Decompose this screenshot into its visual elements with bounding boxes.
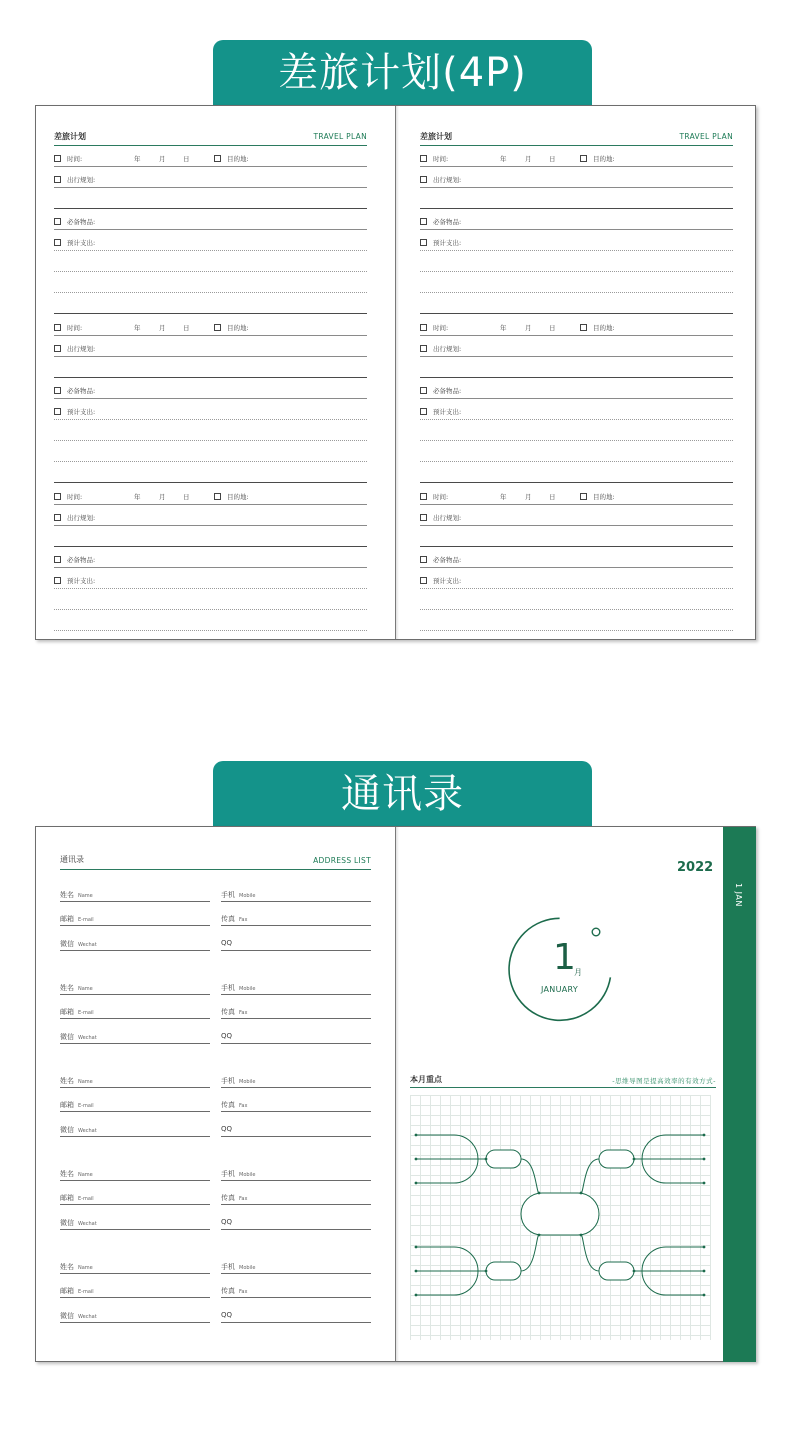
wechat-field-label-en: Wechat bbox=[78, 1035, 97, 1041]
itinerary-checkbox[interactable] bbox=[54, 345, 61, 352]
mobile-field[interactable] bbox=[221, 1262, 371, 1274]
mobile-field[interactable] bbox=[221, 1076, 371, 1088]
fax-field-label-en: Fax bbox=[239, 1103, 248, 1109]
mobile-field-label: 手机 bbox=[221, 984, 235, 992]
wechat-field[interactable] bbox=[60, 1125, 210, 1137]
mobile-field-label-en: Mobile bbox=[239, 1265, 256, 1271]
budget-label: 预计支出: bbox=[67, 577, 96, 585]
fax-field[interactable] bbox=[221, 1007, 371, 1019]
address-calendar-spread bbox=[35, 826, 756, 1362]
destination-checkbox[interactable] bbox=[214, 155, 221, 162]
year-label: 年 bbox=[500, 324, 507, 332]
itinerary-checkbox[interactable] bbox=[54, 514, 61, 521]
fax-field-label-en: Fax bbox=[239, 1289, 248, 1295]
wechat-field[interactable] bbox=[60, 1311, 210, 1323]
itinerary-label: 出行规划: bbox=[433, 514, 462, 522]
month-ring-dot bbox=[592, 928, 600, 936]
calendar-month-number: 1 bbox=[553, 937, 576, 978]
time-row bbox=[420, 153, 733, 167]
mobile-field-label-en: Mobile bbox=[239, 893, 256, 899]
time-checkbox[interactable] bbox=[420, 493, 427, 500]
qq-field[interactable] bbox=[221, 939, 371, 951]
budget-label: 预计支出: bbox=[433, 577, 462, 585]
items-checkbox[interactable] bbox=[54, 556, 61, 563]
email-field-label: 邮箱 bbox=[60, 1008, 74, 1016]
items-row bbox=[420, 216, 733, 230]
destination-label: 目的地: bbox=[227, 493, 249, 501]
time-row bbox=[54, 153, 367, 167]
email-field[interactable] bbox=[60, 1193, 210, 1205]
book-spine bbox=[395, 827, 396, 1361]
fax-field[interactable] bbox=[221, 1193, 371, 1205]
items-label: 必备物品: bbox=[433, 556, 462, 564]
itinerary-row bbox=[54, 174, 367, 188]
budget-line bbox=[54, 279, 367, 293]
travel-plan-title-en: TRAVEL PLAN bbox=[679, 132, 733, 141]
monthly-focus-title: 本月重点 bbox=[410, 1075, 442, 1084]
itinerary-label: 出行规划: bbox=[67, 176, 96, 184]
time-checkbox[interactable] bbox=[420, 155, 427, 162]
address-list-title-en: ADDRESS LIST bbox=[313, 856, 371, 865]
fax-field-label: 传真 bbox=[221, 1008, 235, 1016]
book-spine bbox=[395, 106, 396, 639]
items-row bbox=[54, 554, 367, 568]
email-field-label-en: E-mail bbox=[78, 1289, 94, 1295]
month-label: 月 bbox=[525, 155, 532, 163]
email-field[interactable] bbox=[60, 914, 210, 926]
itinerary-checkbox[interactable] bbox=[420, 176, 427, 183]
fax-field-label: 传真 bbox=[221, 915, 235, 923]
destination-label: 目的地: bbox=[227, 324, 249, 332]
budget-checkbox[interactable] bbox=[420, 408, 427, 415]
month-label: 月 bbox=[525, 493, 532, 501]
budget-row bbox=[420, 575, 733, 589]
items-label: 必备物品: bbox=[67, 387, 96, 395]
wechat-field[interactable] bbox=[60, 1218, 210, 1230]
day-label: 日 bbox=[183, 155, 190, 163]
email-field-label: 邮箱 bbox=[60, 1194, 74, 1202]
calendar-year: 2022 bbox=[677, 860, 714, 875]
year-label: 年 bbox=[134, 493, 141, 501]
email-field-label-en: E-mail bbox=[78, 1196, 94, 1202]
time-row bbox=[420, 322, 733, 336]
items-label: 必备物品: bbox=[67, 218, 96, 226]
budget-label: 预计支出: bbox=[67, 408, 96, 416]
wechat-field[interactable] bbox=[60, 1032, 210, 1044]
mobile-field-label-en: Mobile bbox=[239, 1172, 256, 1178]
time-label: 时间: bbox=[433, 324, 449, 332]
calendar-month-en: JANUARY bbox=[541, 985, 579, 994]
time-checkbox[interactable] bbox=[54, 324, 61, 331]
wechat-field-label-en: Wechat bbox=[78, 1128, 97, 1134]
mobile-field[interactable] bbox=[221, 983, 371, 995]
itinerary-label: 出行规划: bbox=[67, 345, 96, 353]
destination-label: 目的地: bbox=[593, 155, 615, 163]
time-label: 时间: bbox=[67, 324, 83, 332]
itinerary-label: 出行规划: bbox=[433, 176, 462, 184]
fax-field[interactable] bbox=[221, 1100, 371, 1112]
items-label: 必备物品: bbox=[67, 556, 96, 564]
budget-line bbox=[420, 617, 733, 631]
year-label: 年 bbox=[500, 155, 507, 163]
day-label: 日 bbox=[183, 493, 190, 501]
wechat-field-label-en: Wechat bbox=[78, 1221, 97, 1227]
mobile-field-label-en: Mobile bbox=[239, 986, 256, 992]
travel-plan-banner: 差旅计划(4P) bbox=[213, 40, 592, 106]
itinerary-row bbox=[420, 512, 733, 526]
qq-field[interactable] bbox=[221, 1218, 371, 1230]
fax-field[interactable] bbox=[221, 1286, 371, 1298]
wechat-field-label: 微信 bbox=[60, 1126, 74, 1134]
budget-line bbox=[420, 427, 733, 441]
fax-field[interactable] bbox=[221, 914, 371, 926]
items-checkbox[interactable] bbox=[420, 556, 427, 563]
budget-line bbox=[54, 617, 367, 631]
email-field-label: 邮箱 bbox=[60, 915, 74, 923]
items-label: 必备物品: bbox=[433, 387, 462, 395]
name-field[interactable] bbox=[60, 983, 210, 995]
section-divider bbox=[54, 469, 367, 483]
day-label: 日 bbox=[549, 493, 556, 501]
mobile-field[interactable] bbox=[221, 1169, 371, 1181]
travel-plan-title: 差旅计划 bbox=[54, 132, 86, 141]
budget-line bbox=[54, 448, 367, 462]
travel-plan-title-en: TRAVEL PLAN bbox=[313, 132, 367, 141]
qq-field-label: QQ bbox=[221, 1125, 233, 1133]
mobile-field-label-en: Mobile bbox=[239, 1079, 256, 1085]
wechat-field-label: 微信 bbox=[60, 1312, 74, 1320]
budget-row bbox=[420, 406, 733, 420]
fax-field-label: 传真 bbox=[221, 1194, 235, 1202]
itinerary-label: 出行规划: bbox=[433, 345, 462, 353]
month-tab-label: 1 JAN bbox=[734, 883, 743, 907]
itinerary-line bbox=[420, 195, 733, 209]
items-checkbox[interactable] bbox=[420, 387, 427, 394]
monthly-focus-header bbox=[410, 1072, 716, 1088]
wechat-field-label-en: Wechat bbox=[78, 1314, 97, 1320]
destination-checkbox[interactable] bbox=[214, 324, 221, 331]
itinerary-row bbox=[420, 343, 733, 357]
budget-line bbox=[54, 258, 367, 272]
items-checkbox[interactable] bbox=[420, 218, 427, 225]
items-label: 必备物品: bbox=[433, 218, 462, 226]
travel-plan-header bbox=[420, 130, 733, 146]
name-field-label: 姓名 bbox=[60, 1263, 74, 1271]
itinerary-checkbox[interactable] bbox=[420, 345, 427, 352]
time-checkbox[interactable] bbox=[420, 324, 427, 331]
email-field-label-en: E-mail bbox=[78, 1010, 94, 1016]
wechat-field[interactable] bbox=[60, 939, 210, 951]
budget-line bbox=[420, 596, 733, 610]
name-field-label-en: Name bbox=[78, 1265, 93, 1271]
email-field-label-en: E-mail bbox=[78, 1103, 94, 1109]
wechat-field-label-en: Wechat bbox=[78, 942, 97, 948]
items-checkbox[interactable] bbox=[54, 387, 61, 394]
budget-checkbox[interactable] bbox=[420, 239, 427, 246]
section-divider bbox=[54, 300, 367, 314]
budget-checkbox[interactable] bbox=[54, 577, 61, 584]
wechat-field-label: 微信 bbox=[60, 1219, 74, 1227]
destination-label: 目的地: bbox=[593, 493, 615, 501]
itinerary-line bbox=[420, 364, 733, 378]
fax-field-label: 传真 bbox=[221, 1287, 235, 1295]
budget-label: 预计支出: bbox=[433, 239, 462, 247]
mobile-field[interactable] bbox=[221, 890, 371, 902]
fax-field-label-en: Fax bbox=[239, 1010, 248, 1016]
fax-field-label-en: Fax bbox=[239, 917, 248, 923]
itinerary-checkbox[interactable] bbox=[54, 176, 61, 183]
budget-row bbox=[420, 237, 733, 251]
section-divider bbox=[420, 469, 733, 483]
address-list-header bbox=[60, 852, 371, 870]
time-row bbox=[54, 491, 367, 505]
time-label: 时间: bbox=[433, 493, 449, 501]
mobile-field-label: 手机 bbox=[221, 891, 235, 899]
mobile-field-label: 手机 bbox=[221, 1170, 235, 1178]
items-row bbox=[54, 216, 367, 230]
mind-map-grid bbox=[410, 1095, 711, 1340]
items-checkbox[interactable] bbox=[54, 218, 61, 225]
destination-checkbox[interactable] bbox=[580, 493, 587, 500]
qq-field[interactable] bbox=[221, 1125, 371, 1137]
budget-line bbox=[54, 427, 367, 441]
itinerary-row bbox=[54, 343, 367, 357]
budget-label: 预计支出: bbox=[67, 239, 96, 247]
itinerary-label: 出行规划: bbox=[67, 514, 96, 522]
name-field-label-en: Name bbox=[78, 1079, 93, 1085]
contacts-banner: 通讯录 bbox=[213, 761, 592, 827]
time-label: 时间: bbox=[67, 493, 83, 501]
name-field-label: 姓名 bbox=[60, 1170, 74, 1178]
items-row bbox=[420, 385, 733, 399]
day-label: 日 bbox=[183, 324, 190, 332]
name-field-label-en: Name bbox=[78, 986, 93, 992]
calendar-month-cn: 月 bbox=[574, 968, 582, 977]
name-field[interactable] bbox=[60, 1076, 210, 1088]
fax-field-label-en: Fax bbox=[239, 1196, 248, 1202]
month-side-tab[interactable] bbox=[723, 827, 756, 1362]
section-divider bbox=[420, 300, 733, 314]
time-checkbox[interactable] bbox=[54, 155, 61, 162]
month-label: 月 bbox=[525, 324, 532, 332]
items-row bbox=[54, 385, 367, 399]
name-field[interactable] bbox=[60, 890, 210, 902]
day-label: 日 bbox=[549, 324, 556, 332]
itinerary-line bbox=[54, 195, 367, 209]
name-field-label: 姓名 bbox=[60, 891, 74, 899]
email-field[interactable] bbox=[60, 1286, 210, 1298]
qq-field-label: QQ bbox=[221, 1032, 233, 1040]
qq-field-label: QQ bbox=[221, 1311, 233, 1319]
destination-checkbox[interactable] bbox=[580, 324, 587, 331]
monthly-focus-subtitle: -思维导图是提高效率的有效方式- bbox=[612, 1077, 716, 1085]
fax-field-label: 传真 bbox=[221, 1101, 235, 1109]
month-label: 月 bbox=[159, 493, 166, 501]
travel-plan-spread bbox=[35, 105, 756, 640]
budget-row bbox=[54, 575, 367, 589]
qq-field-label: QQ bbox=[221, 1218, 233, 1226]
time-label: 时间: bbox=[433, 155, 449, 163]
name-field-label-en: Name bbox=[78, 893, 93, 899]
name-field-label: 姓名 bbox=[60, 984, 74, 992]
budget-row bbox=[54, 237, 367, 251]
address-list-title: 通讯录 bbox=[60, 855, 84, 864]
budget-checkbox[interactable] bbox=[420, 577, 427, 584]
budget-row bbox=[54, 406, 367, 420]
itinerary-checkbox[interactable] bbox=[420, 514, 427, 521]
name-field[interactable] bbox=[60, 1262, 210, 1274]
day-label: 日 bbox=[549, 155, 556, 163]
qq-field[interactable] bbox=[221, 1311, 371, 1323]
itinerary-row bbox=[54, 512, 367, 526]
year-label: 年 bbox=[134, 155, 141, 163]
wechat-field-label: 微信 bbox=[60, 940, 74, 948]
mobile-field-label: 手机 bbox=[221, 1077, 235, 1085]
destination-checkbox[interactable] bbox=[214, 493, 221, 500]
name-field-label-en: Name bbox=[78, 1172, 93, 1178]
items-row bbox=[420, 554, 733, 568]
mobile-field-label: 手机 bbox=[221, 1263, 235, 1271]
name-field-label: 姓名 bbox=[60, 1077, 74, 1085]
destination-label: 目的地: bbox=[227, 155, 249, 163]
budget-line bbox=[420, 279, 733, 293]
travel-plan-header bbox=[54, 130, 367, 146]
name-field[interactable] bbox=[60, 1169, 210, 1181]
time-label: 时间: bbox=[67, 155, 83, 163]
month-label: 月 bbox=[159, 155, 166, 163]
itinerary-line bbox=[54, 364, 367, 378]
budget-line bbox=[420, 258, 733, 272]
year-label: 年 bbox=[500, 493, 507, 501]
email-field[interactable] bbox=[60, 1100, 210, 1112]
wechat-field-label: 微信 bbox=[60, 1033, 74, 1041]
time-checkbox[interactable] bbox=[54, 493, 61, 500]
time-row bbox=[420, 491, 733, 505]
time-row bbox=[54, 322, 367, 336]
destination-label: 目的地: bbox=[593, 324, 615, 332]
budget-line bbox=[54, 596, 367, 610]
qq-field-label: QQ bbox=[221, 939, 233, 947]
budget-checkbox[interactable] bbox=[54, 239, 61, 246]
budget-line bbox=[420, 448, 733, 462]
budget-checkbox[interactable] bbox=[54, 408, 61, 415]
itinerary-line bbox=[54, 533, 367, 547]
email-field-label: 邮箱 bbox=[60, 1101, 74, 1109]
destination-checkbox[interactable] bbox=[580, 155, 587, 162]
itinerary-row bbox=[420, 174, 733, 188]
itinerary-line bbox=[420, 533, 733, 547]
email-field[interactable] bbox=[60, 1007, 210, 1019]
email-field-label-en: E-mail bbox=[78, 917, 94, 923]
travel-plan-title: 差旅计划 bbox=[420, 132, 452, 141]
qq-field[interactable] bbox=[221, 1032, 371, 1044]
budget-label: 预计支出: bbox=[433, 408, 462, 416]
year-label: 年 bbox=[134, 324, 141, 332]
month-label: 月 bbox=[159, 324, 166, 332]
email-field-label: 邮箱 bbox=[60, 1287, 74, 1295]
